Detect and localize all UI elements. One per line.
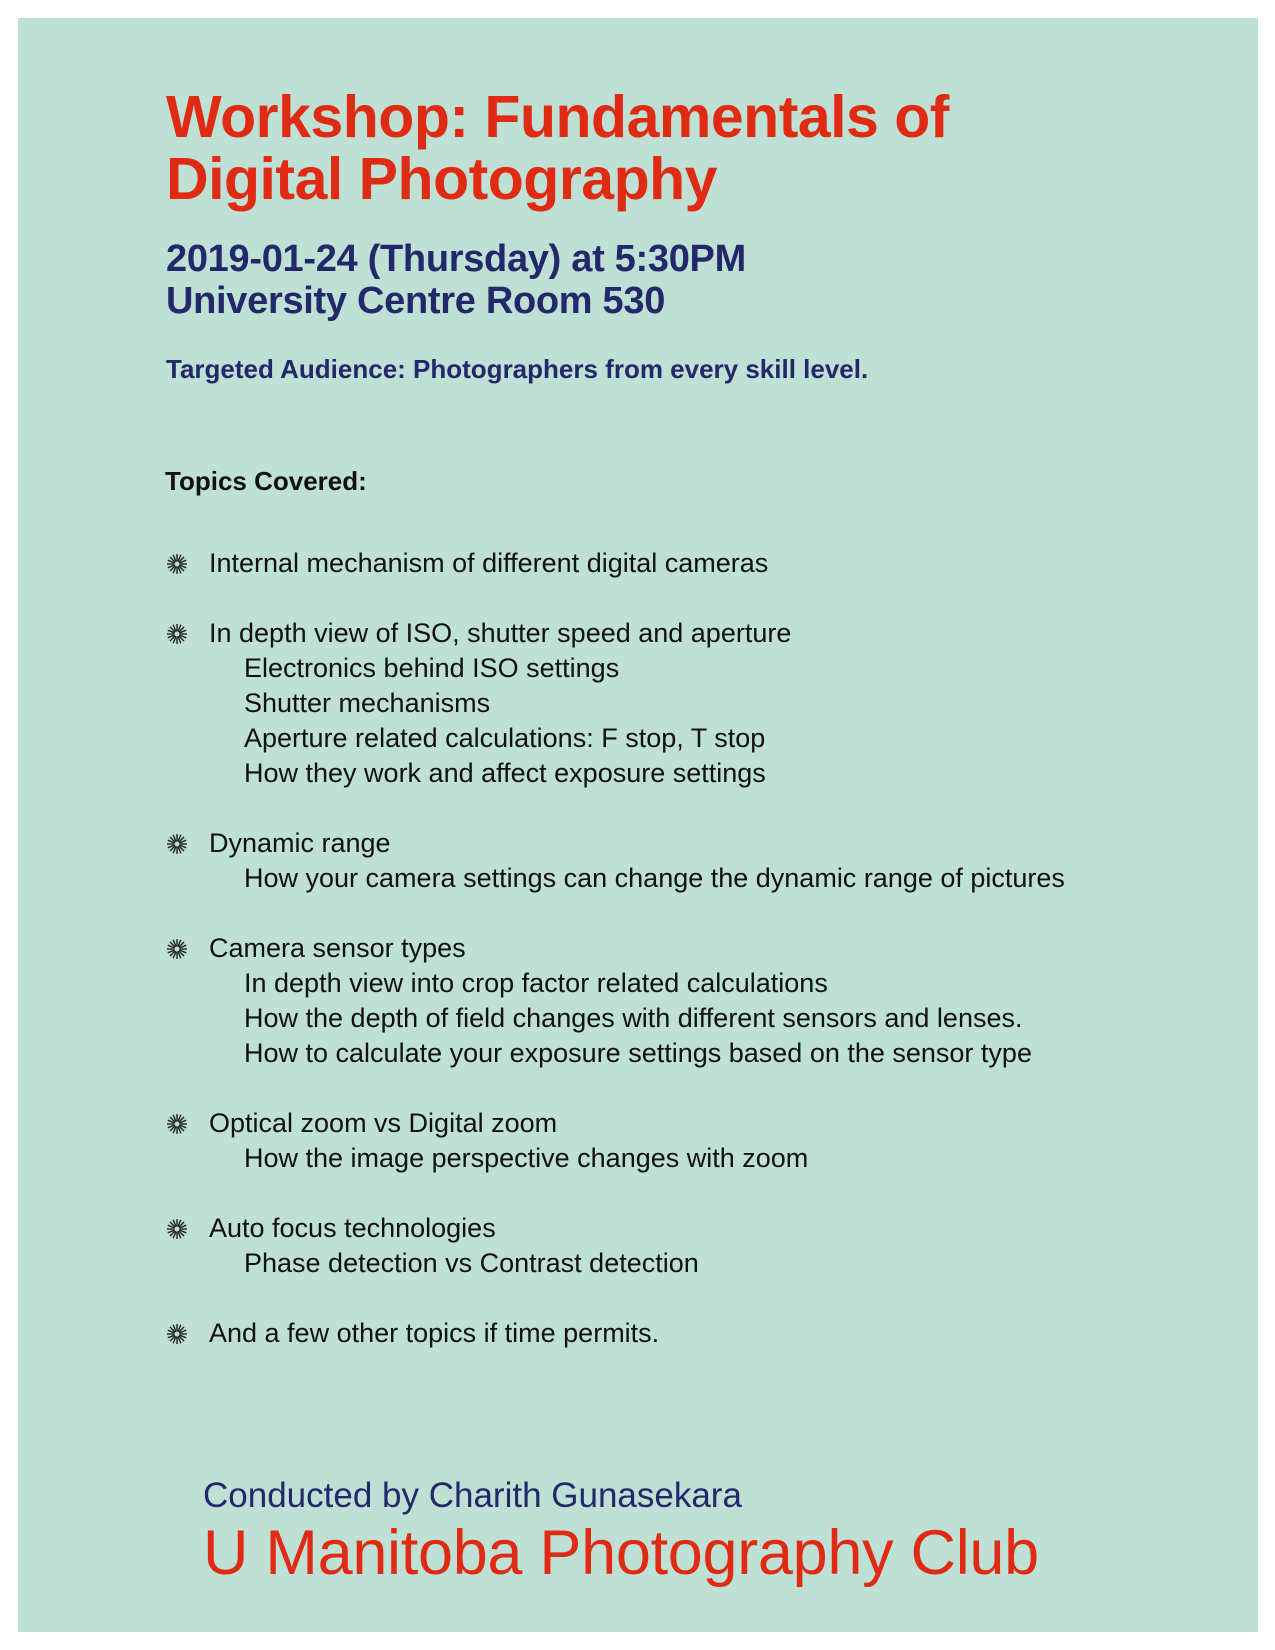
- topic-label: Camera sensor types: [209, 933, 466, 963]
- sunburst-bullet-icon: [166, 1323, 188, 1345]
- topic-sub-item: How your camera settings can change the dynamic range of pictures: [244, 863, 1065, 893]
- topic-label: Auto focus technologies: [209, 1213, 496, 1243]
- topic-item: [166, 931, 1226, 1071]
- sunburst-bullet-icon: [166, 938, 188, 960]
- topics-list: [166, 546, 1226, 1386]
- sunburst-bullet-icon: [166, 553, 188, 575]
- topic-sub-item: Shutter mechanisms: [244, 688, 491, 718]
- topic-sub-item: How they work and affect exposure settings: [244, 758, 766, 788]
- event-details: [166, 238, 746, 322]
- topic-sub-item: Aperture related calculations: F stop, T stop: [244, 723, 766, 753]
- topic-label: Dynamic range: [209, 828, 391, 858]
- topic-sub-item: In depth view into crop factor related calculations: [244, 968, 828, 998]
- poster: [18, 18, 1258, 1632]
- topic-label: Optical zoom vs Digital zoom: [209, 1108, 558, 1138]
- event-date: 2019-01-24 (Thursday) at 5:30PM: [166, 238, 746, 280]
- topic-item: [166, 1211, 1226, 1281]
- target-audience: Targeted Audience: Photographers from every skill level.: [166, 354, 869, 384]
- topic-sub-item: How the image perspective changes with zoom: [244, 1143, 809, 1173]
- sunburst-bullet-icon: [166, 833, 188, 855]
- conducted-by: Conducted by Charith Gunasekara: [203, 1476, 742, 1515]
- topic-sub-item: Electronics behind ISO settings: [244, 653, 620, 683]
- club-name: U Manitoba Photography Club: [203, 1518, 1039, 1588]
- topic-label: Internal mechanism of different digital cameras: [209, 548, 769, 578]
- topic-item: [166, 1106, 1226, 1176]
- workshop-title: [166, 86, 949, 210]
- topic-item: [166, 616, 1226, 791]
- sunburst-bullet-icon: [166, 1113, 188, 1135]
- topics-heading: Topics Covered:: [165, 466, 367, 496]
- sunburst-bullet-icon: [166, 623, 188, 645]
- sunburst-bullet-icon: [166, 1218, 188, 1240]
- topic-sub-list: [209, 861, 1226, 896]
- title-line-2: Digital Photography: [166, 146, 717, 212]
- topic-item: [166, 546, 1226, 581]
- topic-item: [166, 1316, 1226, 1351]
- topic-label: In depth view of ISO, shutter speed and aperture: [209, 618, 792, 648]
- topic-item: [166, 826, 1226, 896]
- topic-sub-item: How the depth of field changes with different sensors and lenses.: [244, 1003, 1023, 1033]
- title-line-1: Workshop: Fundamentals of: [166, 84, 949, 150]
- event-location: University Centre Room 530: [166, 280, 666, 322]
- topic-sub-list: [209, 651, 1226, 791]
- topic-sub-list: [209, 966, 1226, 1071]
- topic-sub-list: [209, 1246, 1226, 1281]
- topic-label: And a few other topics if time permits.: [209, 1318, 660, 1348]
- topic-sub-item: How to calculate your exposure settings based on the sensor type: [244, 1038, 1032, 1068]
- topic-sub-list: [209, 1141, 1226, 1176]
- topic-sub-item: Phase detection vs Contrast detection: [244, 1248, 699, 1278]
